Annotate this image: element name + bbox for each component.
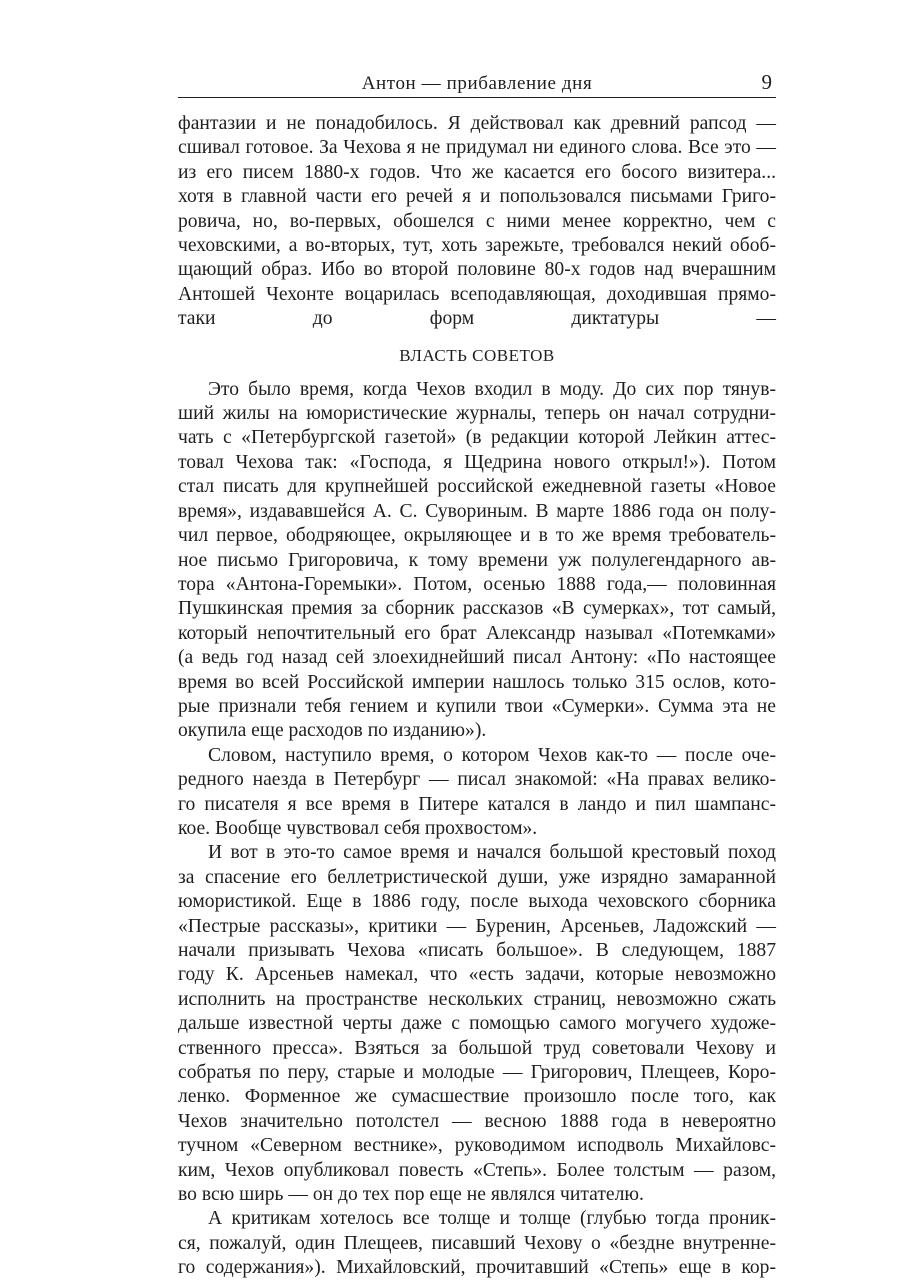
text-line: дальше известной черты даже с помощью самого могучего художе- bbox=[178, 1013, 776, 1035]
text-line: за спасение его беллетристической души, уже изрядно замаранной bbox=[178, 866, 776, 888]
text-line: товал Чехова так: «Господа, я Щедрина нового открыл!»). Потом bbox=[178, 451, 776, 473]
text-line: время», издававшейся А. С. Сувориным. В марте 1886 года он полу- bbox=[178, 500, 776, 522]
text-line: юмористикой. Еще в 1886 году, после выхода чеховского сборника bbox=[178, 891, 776, 913]
text-line: ким, Чехов опубликовал повесть «Степь». Более толстым — разом, bbox=[178, 1159, 776, 1181]
text-line: ственного пресса». Взяться за большой труд советовали Чехову и bbox=[178, 1037, 776, 1059]
text-line: во всю ширь — он до тех пор еще не являлся читателю. bbox=[178, 1184, 644, 1206]
text-line: стал писать для крупнейшей российской ежедневной газеты «Новое bbox=[178, 476, 776, 498]
text-line: чил первое, ободряющее, окрыляющее и в то же время требователь- bbox=[178, 525, 776, 547]
text-line: тучном «Северном вестнике», руководимом исподволь Михайловс- bbox=[178, 1135, 776, 1157]
text-line: го писателя я все время в Питере катался в ландо и пил шампанс- bbox=[178, 793, 776, 815]
text-line: году К. Арсеньев намекал, что «есть задачи, которые невозможно bbox=[178, 964, 776, 986]
text-line: «Пестрые рассказы», критики — Буренин, Арсеньев, Ладожский — bbox=[178, 915, 776, 937]
text-line: щающий образ. Ибо во второй половине 80-х годов над вчерашним bbox=[178, 259, 776, 281]
text-line: таки до форм диктатуры — bbox=[178, 308, 776, 330]
text-line: ное письмо Григоровича, к тому времени уж полулегендарного ав- bbox=[178, 549, 776, 571]
page-header bbox=[178, 70, 776, 98]
text-line: (а ведь год назад сей злоехиднейший писал Антону: «По настоящее bbox=[178, 647, 776, 669]
text-line: рые признали тебя гением и купили твои «Сумерки». Сумма эта не bbox=[178, 695, 776, 717]
text-line: ший жилы на юмористические журналы, теперь он начал сотрудни- bbox=[178, 403, 776, 425]
running-title: Антон — прибавление дня bbox=[361, 73, 593, 94]
paragraph bbox=[178, 841, 776, 1207]
text-line: хотя в главной части его речей я и попользовался письмами Григо- bbox=[178, 186, 776, 208]
paragraph bbox=[178, 378, 776, 744]
text-line: окупила еще расходов по изданию»). bbox=[178, 720, 487, 742]
text-line: тора «Антона-Горемыки». Потом, осенью 1888 года,— половинная bbox=[178, 573, 776, 595]
text-line: исполнить на пространстве нескольких страниц, невозможно сжать bbox=[178, 988, 776, 1010]
text-line: собратья по перу, старые и молодые — Григорович, Плещеев, Коро- bbox=[178, 1062, 776, 1084]
section-title: ВЛАСТЬ СОВЕТОВ bbox=[399, 345, 555, 365]
paragraph bbox=[178, 744, 776, 842]
text-line: из его писем 1880-х годов. Что же касается его босого визитера... bbox=[178, 161, 776, 183]
page-number: 9 bbox=[761, 70, 772, 94]
text-line: Словом, наступило время, о котором Чехов как-то — после оче- bbox=[208, 744, 776, 766]
text-line: сшивал готовое. За Чехова я не придумал ни единого слова. Все это — bbox=[178, 137, 776, 159]
paragraph bbox=[178, 1207, 776, 1280]
text-line: который непочтительный его брат Александр называл «Потемками» bbox=[178, 622, 776, 644]
text-line: Это было время, когда Чехов входил в моду. До сих пор тянув- bbox=[208, 378, 776, 400]
paragraph bbox=[178, 112, 776, 332]
text-line: фантазии и не понадобилось. Я действовал как древний рапсод — bbox=[178, 113, 776, 134]
text-line: А критикам хотелось все толще и толще (глубью тогда проник- bbox=[208, 1208, 776, 1230]
text-line: Пушкинская премия за сборник рассказов «В сумерках», тот самый, bbox=[178, 598, 776, 620]
text-line: начали призывать Чехова «писать большое». В следующем, 1887 bbox=[178, 940, 776, 961]
text-line: Чехов значительно потолстел — весною 1888 года в невероятно bbox=[178, 1110, 776, 1132]
text-line: чать с «Петербургской газетой» (в редакции которой Лейкин аттес- bbox=[178, 427, 776, 449]
text-line: чеховскими, а во-вторых, тут, хоть зарежьте, требовался некий обоб- bbox=[178, 235, 776, 257]
text-line: ленко. Форменное же сумасшествие произошло после того, как bbox=[178, 1086, 776, 1108]
text-line: ся, пожалуй, один Плещеев, писавший Чехову о «бездне внутренне- bbox=[178, 1232, 776, 1254]
text-line: ровича, но, во-первых, обошелся с ними менее корректно, чем с bbox=[178, 210, 776, 232]
page-body bbox=[178, 112, 776, 1281]
text-line: кое. Вообще чувствовал себя прохвостом». bbox=[178, 817, 538, 839]
text-line: Антошей Чехонте воцарилась всеподавляющая, доходившая прямо- bbox=[178, 283, 776, 305]
text-line: И вот в это-то самое время и начался большой крестовый поход bbox=[208, 842, 776, 864]
text-line: редного наезда в Петербург — писал знакомой: «На правах велико- bbox=[178, 769, 776, 791]
text-line: время во всей Российской империи нашлось только 315 ослов, кото- bbox=[178, 671, 776, 693]
text-line: го содержания»). Михайловский, прочитавший «Степь» еще в кор- bbox=[178, 1257, 776, 1279]
